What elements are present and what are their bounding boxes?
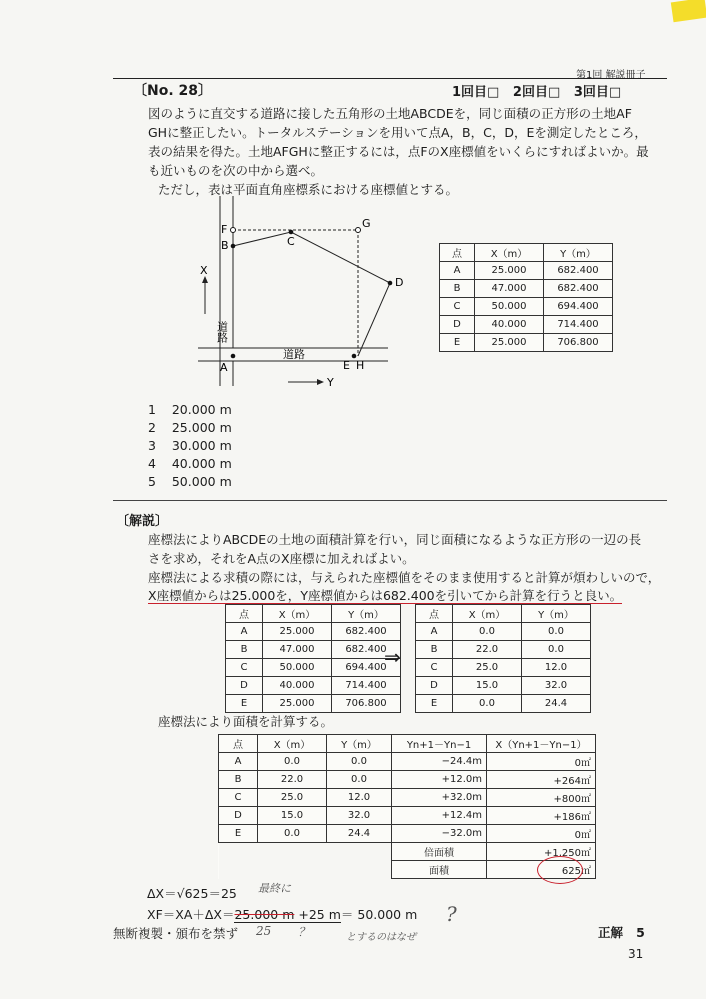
- xf-formula: XF＝XA＋ΔX＝25.000 m +25 m＝ 50.000 m: [147, 907, 418, 922]
- explanation-line-3: 座標法による求積の際には，与えられた座標値をそのまま使用すると計算が煩わしいので，: [148, 570, 661, 585]
- table-row: C 25.0 12.0: [416, 659, 591, 677]
- handwritten-note-1: 最終に: [258, 882, 291, 895]
- problem-line-2: GHに整正したい。トータルステーションを用いて点A，B，C，D，Eを測定したところ，: [148, 125, 647, 140]
- label-d: D: [395, 276, 404, 289]
- road-horizontal-label: 道路: [283, 348, 305, 361]
- double-area-label: 倍面積: [392, 843, 487, 861]
- choice-5[interactable]: 5 50.000 m: [148, 474, 232, 489]
- label-h: H: [356, 359, 365, 372]
- table-row: C 25.0 12.0 +32.0m +800㎡: [219, 789, 596, 807]
- table-row: C 50.000 694.400: [440, 298, 613, 316]
- table-row: E 25.000 706.800: [440, 334, 613, 352]
- point-b-marker: [231, 244, 236, 249]
- transform-arrow: ⇒: [384, 645, 401, 669]
- table-row: A 25.000 682.400: [226, 623, 401, 641]
- label-c: C: [287, 235, 295, 248]
- table-row: B 22.0 0.0: [416, 641, 591, 659]
- area-label: 面積: [392, 861, 487, 879]
- table-row: E 0.0 24.4: [416, 695, 591, 713]
- area-value: 625㎡: [487, 861, 596, 879]
- original-coord-table: 点 X（m） Y（m） A 25.000 682.400 B 47.000 682.400 C 50.000 694.400 D 40.000 714.400 E 25.000 706.800: [225, 604, 401, 713]
- problem-line-4: も近いものを次の中から選べ。: [148, 163, 324, 178]
- answer: 正解 5: [598, 925, 645, 940]
- explanation-title: 〔解説〕: [116, 514, 169, 529]
- x-offset-note: X座標値からは25.000を，: [148, 588, 301, 603]
- problem-line-1: 図のように直交する道路に接した五角形の土地ABCDEを，同じ面積の正方形の土地AF: [148, 106, 632, 121]
- delta-x-formula: ΔX＝√625＝25: [147, 886, 237, 901]
- area-calculation-table: 点 X（m） Y（m） Yn+1－Yn−1 X（Yn+1－Yn−1） A 0.0 0.0 −24.4m 0㎡ B 22.0 0.0 +12.0m +264㎡ C 25.0 12.0 +32.0m +800㎡ D 15.0 32.0 +12.4m +186㎡ E 0.0 24.4 −32.0m 0㎡ 倍面積 +1,250㎡ 面積 625㎡: [218, 734, 596, 879]
- axis-y-label: Y: [327, 376, 334, 389]
- label-a: A: [220, 361, 228, 374]
- problem-number: 〔No. 28〕: [133, 83, 213, 99]
- handwritten-note-4: とするのはなぜ: [346, 932, 416, 943]
- label-e: E: [343, 359, 350, 372]
- table-row: E 25.000 706.800: [226, 695, 401, 713]
- road-vertical-label: 道路: [215, 321, 229, 343]
- table-row: D 15.0 32.0 +12.4m +186㎡: [219, 807, 596, 825]
- y-offset-note: Y座標値からは682.400を引いてから計算を行うと良い。: [300, 588, 623, 603]
- coordinate-table: 点 X（m） Y（m） A 25.000 682.400 B 47.000 682.400 C 50.000 694.400 D 40.000 714.400 E 25.000 706.800: [439, 243, 613, 352]
- land-diagram: [188, 196, 418, 394]
- choice-3[interactable]: 3 30.000 m: [148, 438, 232, 453]
- table-row: A 0.0 0.0: [416, 623, 591, 641]
- table-row: E 0.0 24.4 −32.0m 0㎡: [219, 825, 596, 843]
- double-area-value: +1,250㎡: [487, 843, 596, 861]
- point-g-marker: [356, 228, 361, 233]
- handwritten-note-3: ？: [298, 925, 311, 939]
- handwritten-note-2: 25: [256, 924, 272, 938]
- double-area-row: [219, 843, 596, 861]
- table-row: C 50.000 694.400: [226, 659, 401, 677]
- table-row: D 40.000 714.400: [226, 677, 401, 695]
- point-c-marker: [289, 230, 294, 235]
- sticky-tab: [671, 0, 706, 22]
- choice-4[interactable]: 4 40.000 m: [148, 456, 232, 471]
- table-row: A 0.0 0.0 −24.4m 0㎡: [219, 753, 596, 771]
- table-row: A 25.000 682.400: [440, 262, 613, 280]
- page-number: 31: [628, 947, 644, 961]
- problem-line-3: 表の結果を得た。土地AFGHに整正するには，点FのX座標値をいくらにすればよいか。最: [148, 144, 649, 159]
- choice-2[interactable]: 2 25.000 m: [148, 420, 232, 435]
- table-row: D 15.0 32.0: [416, 677, 591, 695]
- offset-coord-table: 点 X（m） Y（m） A 0.0 0.0 B 22.0 0.0 C 25.0 12.0 D 15.0 32.0 E 0.0 24.4: [415, 604, 591, 713]
- area-intro: 座標法により面積を計算する。: [158, 714, 334, 729]
- label-g: G: [362, 217, 371, 230]
- section-divider: [113, 500, 667, 501]
- table-row: B 47.000 682.400: [226, 641, 401, 659]
- explanation-line-1: 座標法によりABCDEの土地の面積計算を行い，同じ面積になるような正方形の一辺の長: [148, 532, 642, 547]
- table-row: B 22.0 0.0 +12.0m +264㎡: [219, 771, 596, 789]
- explanation-line-2: さを求め，それをA点のX座標に加えればよい。: [148, 551, 415, 566]
- point-a-marker: [231, 354, 236, 359]
- point-e-marker: [352, 354, 357, 359]
- problem-line-5: ただし，表は平面直角座標系における座標値とする。: [158, 182, 459, 197]
- handwritten-question-mark: ?: [446, 902, 457, 926]
- table-row: B 47.000 682.400: [440, 280, 613, 298]
- label-f: F: [221, 223, 228, 236]
- choice-1[interactable]: 1 20.000 m: [148, 402, 232, 417]
- label-b: B: [221, 239, 229, 252]
- red-circle-mark: [537, 856, 583, 884]
- explanation-line-4: [148, 586, 622, 605]
- table-row: D 40.000 714.400: [440, 316, 613, 334]
- point-d-marker: [388, 281, 393, 286]
- point-f-marker: [231, 228, 236, 233]
- axis-x-label: X: [200, 264, 208, 277]
- copyright-notice: 無断複製・頒布を禁ず: [113, 926, 239, 941]
- round-checkboxes[interactable]: 1回目□ 2回目□ 3回目□: [452, 85, 622, 100]
- header-session: 第1回 解説冊子: [576, 70, 646, 81]
